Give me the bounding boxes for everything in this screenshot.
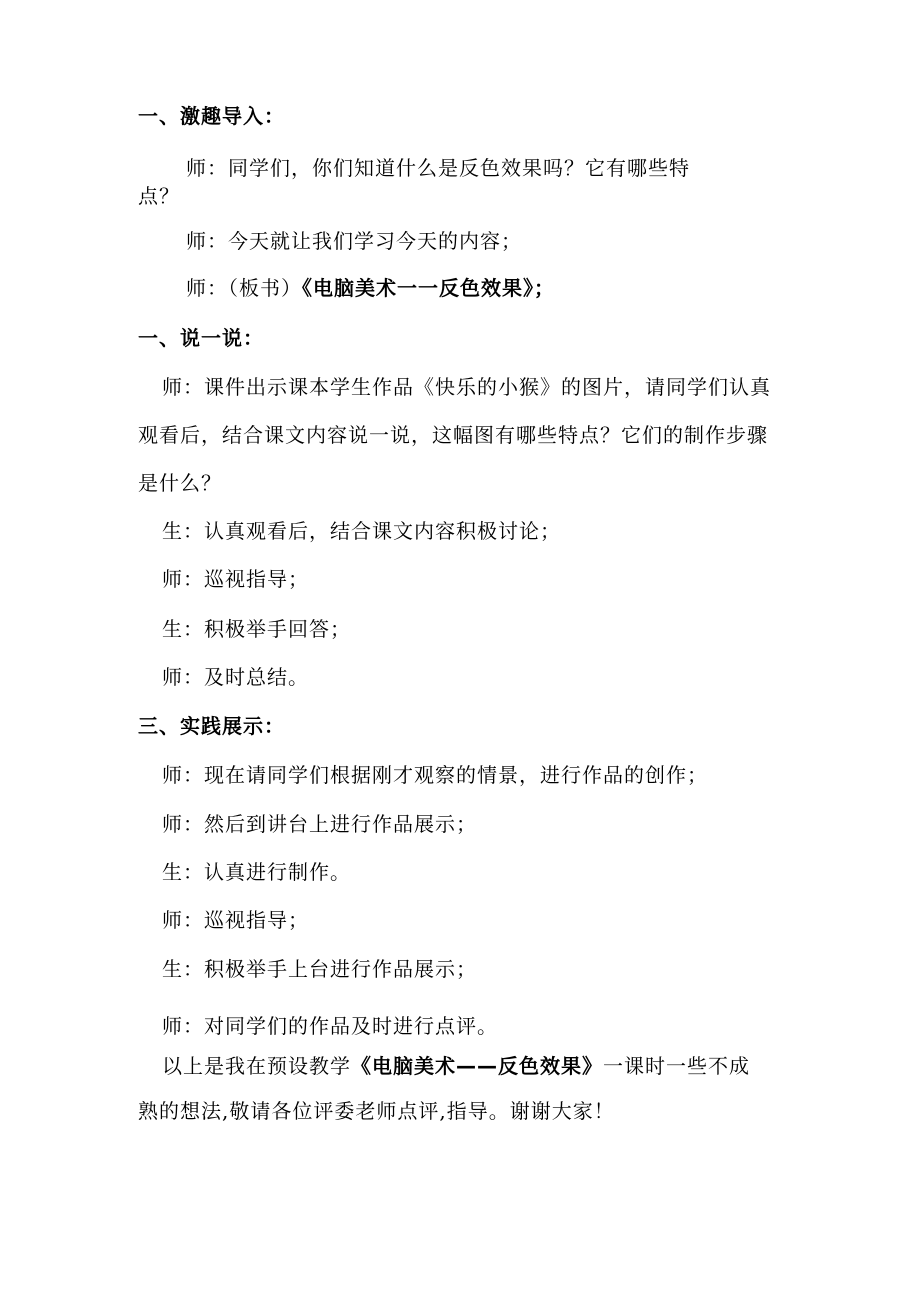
board-writing-prefix: 师：（板书）	[186, 276, 302, 300]
closing-line1	[162, 1053, 750, 1079]
paragraph-courseware-line2: 观看后，结合课文内容说一说，这幅图有哪些特点？它们的制作步骤	[138, 423, 768, 447]
paragraph-question-line2: 点？	[138, 184, 180, 208]
paragraph-question-line1: 师：同学们，你们知道什么是反色效果吗？它有哪些特	[186, 156, 690, 180]
closing-suffix: 一课时一些不成	[603, 1054, 750, 1078]
paragraph-students-discuss: 生：认真观看后，结合课文内容积极讨论；	[162, 519, 561, 543]
lesson-title: 《电脑美术一一反色效果》；	[302, 276, 555, 300]
closing-line2: 熟的想法,敬请各位评委老师点评,指导。谢谢大家！	[138, 1099, 615, 1123]
section-heading-practice: 三、实践展示：	[138, 714, 285, 738]
paragraph-courseware-line3: 是什么？	[138, 471, 222, 495]
section-heading-discuss: 一、说一说：	[138, 326, 264, 350]
paragraph-courseware-line1: 师：课件出示课本学生作品《快乐的小猴》的图片，请同学们认真	[162, 375, 771, 399]
paragraph-today-content: 师：今天就让我们学习今天的内容；	[186, 229, 522, 253]
paragraph-board-writing	[186, 275, 555, 301]
paragraph-teacher-guide-2: 师：巡视指导；	[162, 908, 309, 932]
section-heading-intro: 一、激趣导入：	[138, 104, 285, 128]
paragraph-teacher-guide: 师：巡视指导；	[162, 567, 309, 591]
paragraph-create-work: 师：现在请同学们根据刚才观察的情景，进行作品的创作；	[162, 763, 708, 787]
paragraph-students-answer: 生：积极举手回答；	[162, 617, 351, 641]
closing-prefix: 以上是我在预设教学	[162, 1054, 351, 1078]
paragraph-show-work: 师：然后到讲台上进行作品展示；	[162, 812, 477, 836]
paragraph-students-present: 生：积极举手上台进行作品展示；	[162, 957, 477, 981]
paragraph-teacher-review: 师：对同学们的作品及时进行点评。	[162, 1014, 498, 1038]
paragraph-teacher-summary: 师：及时总结。	[162, 665, 309, 689]
closing-lesson-title: 《电脑美术——反色效果》	[351, 1054, 603, 1078]
paragraph-students-make: 生：认真进行制作。	[162, 860, 351, 884]
